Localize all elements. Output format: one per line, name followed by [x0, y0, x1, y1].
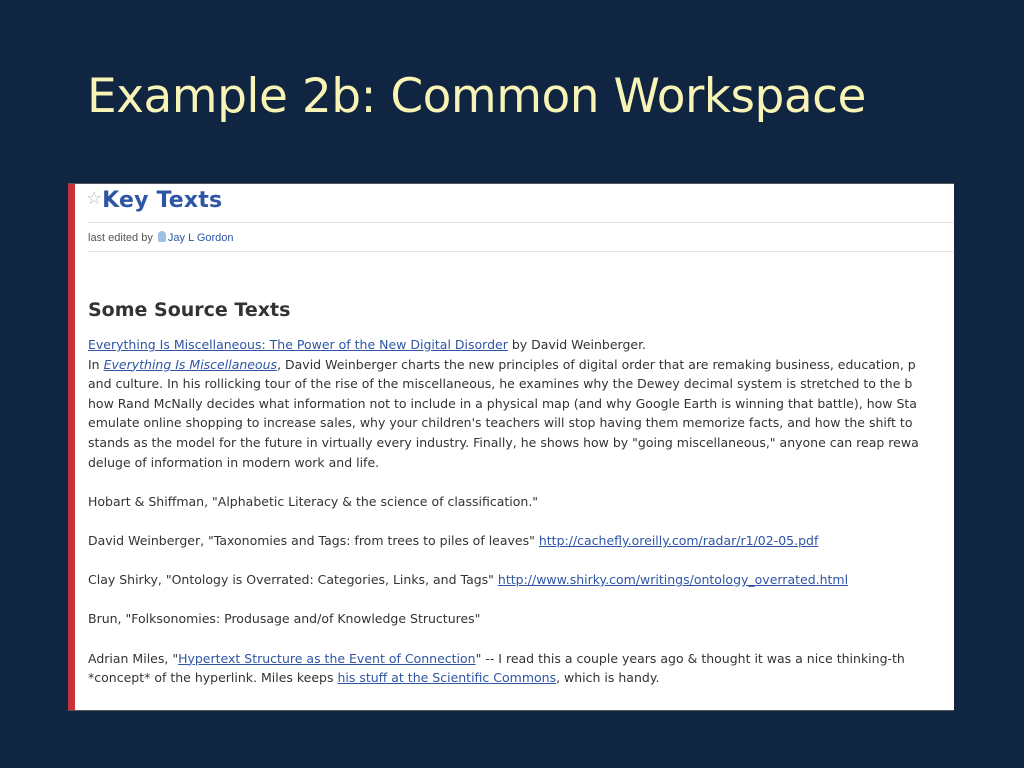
slide-title: Example 2b: Common Workspace — [87, 69, 866, 124]
source-entry-hobart: Hobart & Shiffman, "Alphabetic Literacy & the science of classification." — [88, 493, 539, 509]
source-entry-weinberger-book: Everything Is Miscellaneous: The Power of the New Digital Disorder by David Weinberger. In Everything Is Miscellaneous, David Weinberger charts the new principles of digital order that are remaking business, education, p and culture. In his rollicking tour of the rise of the miscellaneous, he examines why the Dewey decimal system is stretched to the b how Rand McNally decides what information not to include in a physical map (and why Google Earth is winning that battle), how Sta emulate online shopping to increase sales, why your children's teachers will stop having them memorize facts, and how the shift to stands as the model for the future in virtually every industry. Finally, he shows how by "going miscellaneous," anyone can reap rewa deluge of information in modern work and life. — [88, 337, 919, 470]
header-divider — [88, 222, 954, 223]
star-outline-icon[interactable]: ☆ — [86, 188, 103, 209]
last-edited-info — [88, 231, 234, 244]
last-edited-label: last edited by — [88, 232, 153, 244]
source-entry-miles: Adrian Miles, "Hypertext Structure as the Event of Connection" -- I read this a couple years ago & thought it was a nice thinking-th *concept* of the hyperlink. Miles keeps his stuff at the Scientific Commons, which is handy. — [88, 650, 905, 686]
hypertext-structure-link[interactable]: Hypertext Structure as the Event of Connection — [178, 650, 476, 666]
page-content — [88, 290, 954, 707]
source-entry-shirky: Clay Shirky, "Ontology is Overrated: Categories, Links, and Tags" http://www.shirky.com/writings/ontology_overrated.html — [88, 572, 849, 588]
book-title-italic-link[interactable]: Everything Is Miscellaneous — [103, 356, 278, 372]
book-title-link[interactable]: Everything Is Miscellaneous: The Power of the New Digital Disorder — [88, 337, 508, 352]
wiki-page-screenshot — [68, 183, 954, 711]
editor-link[interactable]: Jay L Gordon — [167, 232, 234, 244]
user-icon — [158, 231, 166, 242]
page-title: Key Texts — [102, 188, 223, 213]
source-entry-weinberger-taxonomies: David Weinberger, "Taxonomies and Tags: from trees to piles of leaves" http://cachefly.oreilly.com/radar/r1/02-05.pdf — [88, 532, 819, 548]
section-heading: Some Source Texts — [88, 299, 291, 321]
oreilly-pdf-link[interactable]: http://cachefly.oreilly.com/radar/r1/02-05.pdf — [538, 532, 819, 548]
left-accent-bar — [68, 184, 75, 710]
shirky-link[interactable]: http://www.shirky.com/writings/ontology_overrated.html — [497, 572, 849, 588]
page-header — [86, 188, 222, 213]
meta-divider — [88, 251, 954, 252]
scientific-commons-link[interactable]: his stuff at the Scientific Commons — [337, 670, 557, 686]
source-entry-brun: Brun, "Folksonomies: Produsage and/of Knowledge Structures" — [88, 611, 481, 627]
